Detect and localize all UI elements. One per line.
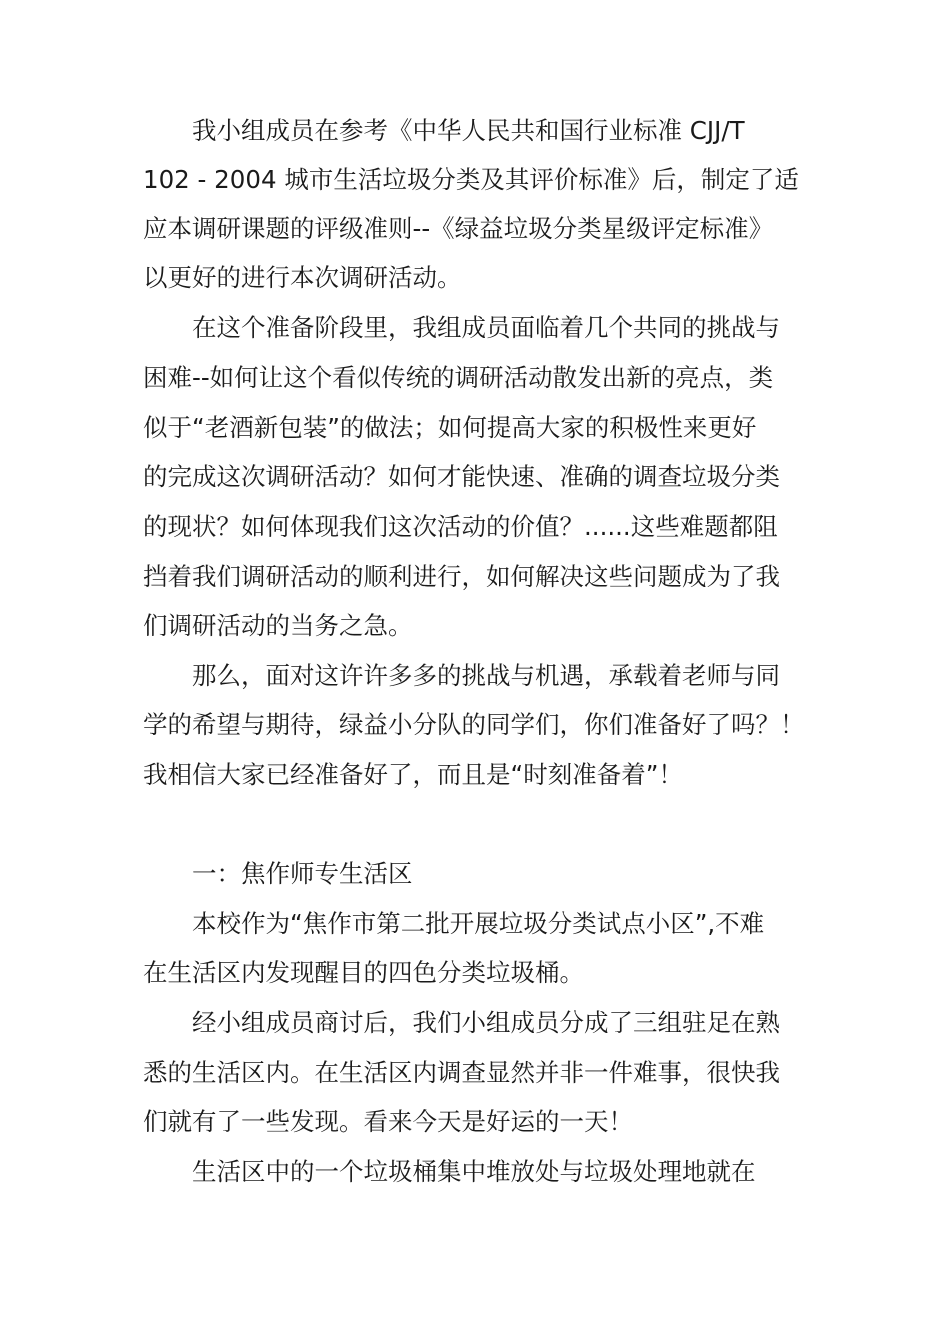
- paragraph-2-line-2: 困难--如何让这个看似传统的调研活动散发出新的亮点，类: [143, 363, 774, 392]
- section-heading: 一：焦作师专生活区: [192, 859, 413, 888]
- paragraph-5-line-1: 经小组成员商讨后，我们小组成员分成了三组驻足在熟: [192, 1008, 780, 1037]
- paragraph-5-line-3: 们就有了一些发现。看来今天是好运的一天！: [143, 1107, 633, 1136]
- paragraph-2-line-5: 的现状？如何体现我们这次活动的价值？......这些难题都阻: [143, 512, 778, 541]
- paragraph-5-line-2: 悉的生活区内。在生活区内调查显然并非一件难事，很快我: [143, 1058, 780, 1087]
- paragraph-6-line-1: 生活区中的一个垃圾桶集中堆放处与垃圾处理地就在: [192, 1157, 756, 1186]
- paragraph-2-line-7: 们调研活动的当务之急。: [143, 611, 413, 640]
- paragraph-3-line-3: 我相信大家已经准备好了，而且是“时刻准备着”！: [143, 760, 683, 789]
- paragraph-1-line-1: 我小组成员在参考《中华人民共和国行业标准 CJJ/T: [192, 116, 745, 145]
- paragraph-2-line-6: 挡着我们调研活动的顺利进行，如何解决这些问题成为了我: [143, 562, 780, 591]
- paragraph-1-line-3: 应本调研课题的评级准则--《绿益垃圾分类星级评定标准》: [143, 214, 774, 243]
- paragraph-4-line-2: 在生活区内发现醒目的四色分类垃圾桶。: [143, 958, 584, 987]
- paragraph-4-line-1: 本校作为“焦作市第二批开展垃圾分类试点小区”,不难: [192, 909, 765, 938]
- paragraph-3-line-1: 那么，面对这许许多多的挑战与机遇，承载着老师与同: [192, 661, 780, 690]
- paragraph-2-line-3: 似于“老酒新包装”的做法；如何提高大家的积极性来更好: [143, 413, 757, 442]
- paragraph-3-line-2: 学的希望与期待，绿益小分队的同学们，你们准备好了吗？！: [143, 710, 805, 739]
- paragraph-1-line-4: 以更好的进行本次调研活动。: [143, 263, 462, 292]
- paragraph-1-line-2: 102 - 2004 城市生活垃圾分类及其评价标准》后，制定了适: [143, 165, 799, 194]
- paragraph-2-line-1: 在这个准备阶段里，我组成员面临着几个共同的挑战与: [192, 313, 780, 342]
- paragraph-2-line-4: 的完成这次调研活动？如何才能快速、准确的调查垃圾分类: [143, 462, 780, 491]
